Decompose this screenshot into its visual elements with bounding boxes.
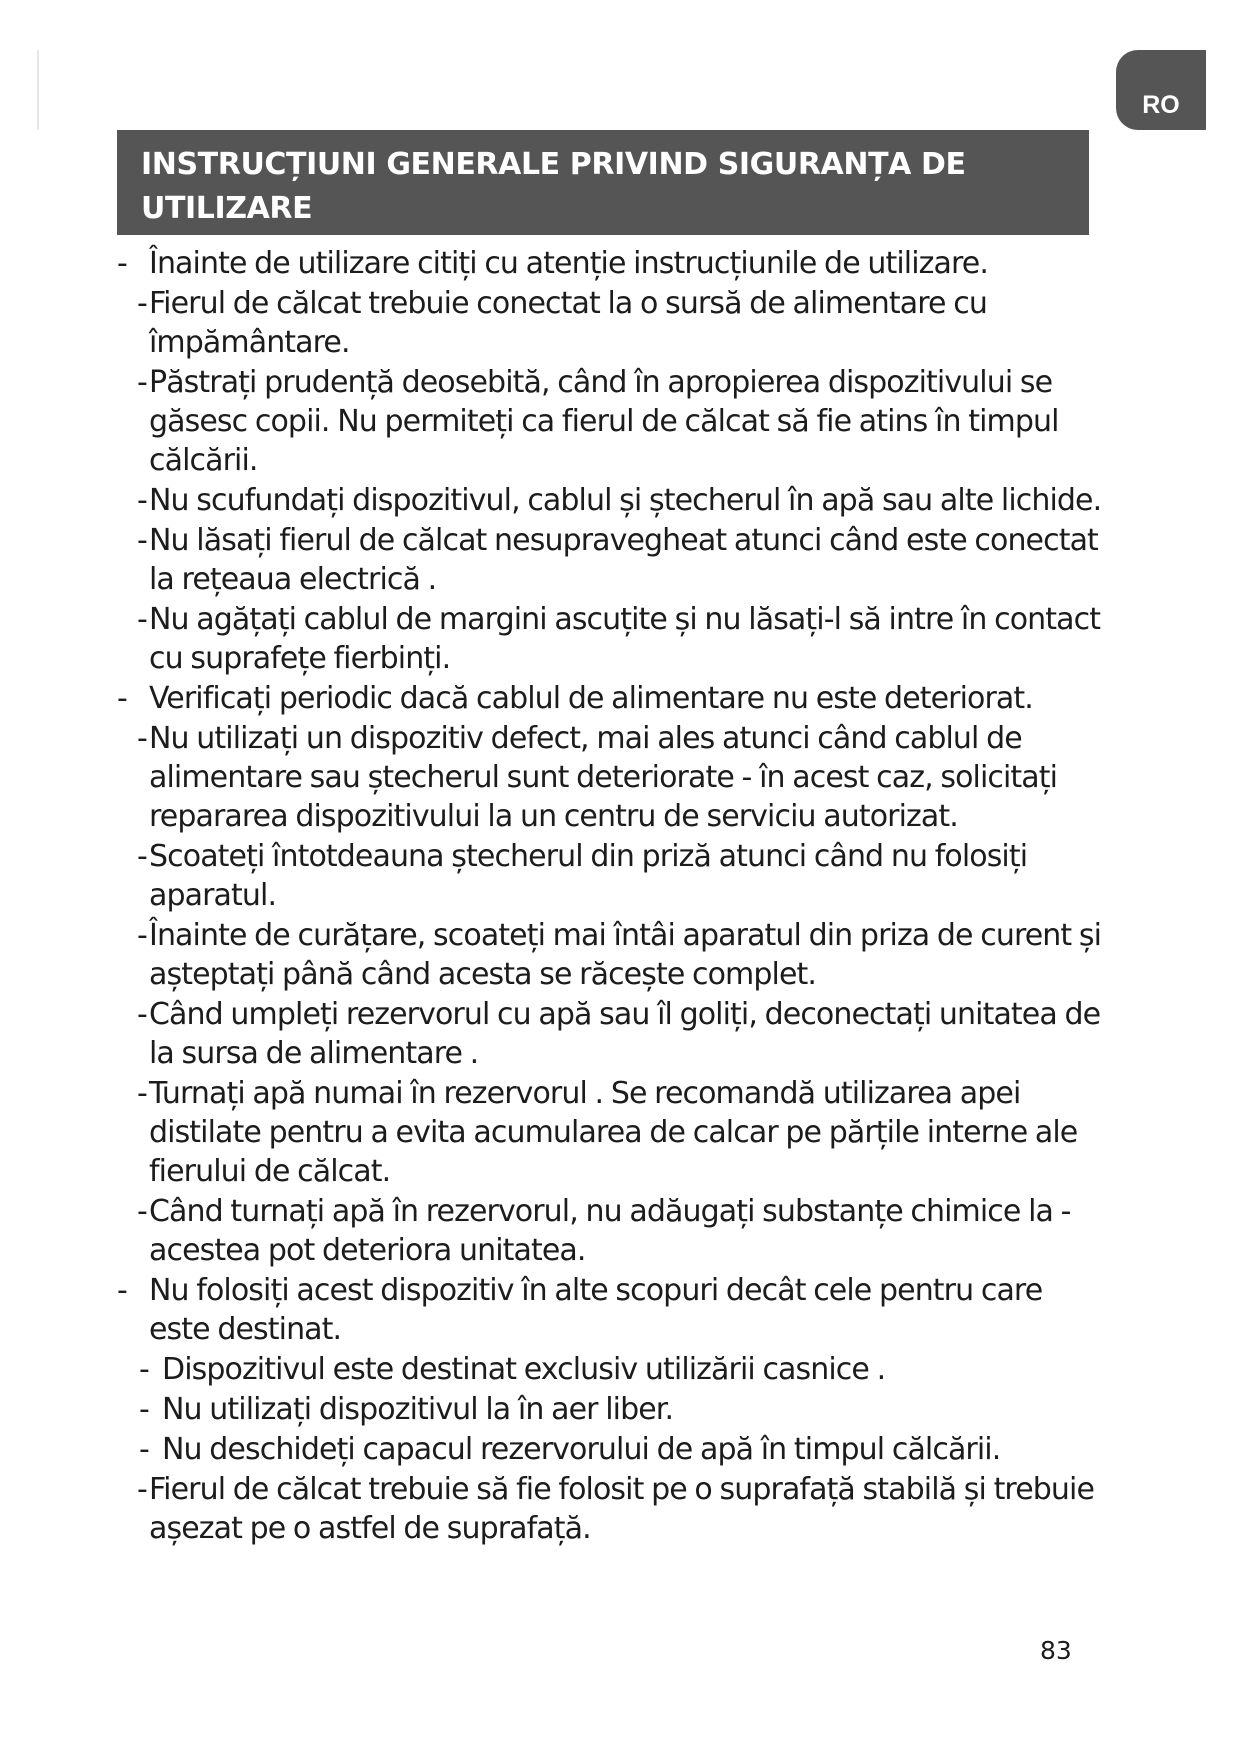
bullet-dash: - xyxy=(137,918,147,953)
language-badge-label: RO xyxy=(1142,91,1180,119)
section-title: INSTRUCȚIUNI GENERALE PRIVIND SIGURANȚA DE UTILIZARE xyxy=(141,147,966,226)
list-item-text: Nu scufundați dispozitivul, cablul și ștecherul în apă sau alte lichide. xyxy=(149,483,1102,518)
list-item-text: Înainte de utilizare citiți cu atenție instrucțiunile de utilizare. xyxy=(149,246,988,281)
bullet-dash: - xyxy=(137,1194,147,1229)
list-item xyxy=(117,1271,1107,1349)
list-item-text: Nu folosiți acest dispozitiv în alte scopuri decât cele pentru care este destinat. xyxy=(149,1273,1043,1347)
list-item xyxy=(117,481,1107,520)
list-item xyxy=(117,916,1107,994)
bullet-dash: - xyxy=(137,286,147,321)
list-item xyxy=(117,1074,1107,1191)
list-item-text: Nu agățați cablul de margini ascuțite și nu lăsați-l să intre în contact cu suprafețe fierbinți. xyxy=(149,602,1101,676)
bullet-dash: - xyxy=(137,1472,147,1507)
bullet-dash: - xyxy=(139,1392,149,1427)
list-item xyxy=(117,1192,1107,1270)
bullet-dash: - xyxy=(139,1352,149,1387)
list-item xyxy=(117,1470,1107,1548)
bullet-dash: - xyxy=(117,246,127,281)
section-title-bar xyxy=(117,130,1089,235)
bullet-dash: - xyxy=(137,602,147,637)
list-item xyxy=(117,284,1107,362)
list-item xyxy=(117,995,1107,1073)
list-item xyxy=(117,719,1107,836)
bullet-dash: - xyxy=(137,997,147,1032)
list-item xyxy=(117,1350,1107,1389)
list-item-text: Când umpleți rezervorul cu apă sau îl goliți, deconectați unitatea de la sursa de alimentare . xyxy=(149,997,1101,1071)
bullet-dash: - xyxy=(139,1432,149,1467)
bullet-dash: - xyxy=(137,721,147,756)
list-item xyxy=(117,363,1107,480)
list-item-text: Nu utilizați un dispozitiv defect, mai ales atunci când cablul de alimentare sau ștecherul sunt deteriorate - în acest caz, solicitați repararea dispozitivului la un centru de serviciu autorizat. xyxy=(149,721,1058,834)
bullet-dash: - xyxy=(117,1273,127,1308)
list-item-text: Verificați periodic dacă cablul de alimentare nu este deteriorat. xyxy=(149,681,1033,716)
list-item xyxy=(117,1390,1107,1429)
list-item-text: Înainte de curățare, scoateți mai întâi aparatul din priza de curent și așteptați până când acesta se răcește complet. xyxy=(149,918,1102,992)
list-item-text: Fierul de călcat trebuie conectat la o sursă de alimentare cu împământare. xyxy=(149,286,987,360)
list-item xyxy=(117,244,1107,283)
list-item-text: Când turnați apă în rezervorul, nu adăugați substanțe chimice la - acestea pot deteriora unitatea. xyxy=(149,1194,1071,1268)
page-number: 83 xyxy=(1040,1636,1072,1665)
bullet-dash: - xyxy=(137,523,147,558)
list-item-text: Scoateți întotdeauna ștecherul din priză atunci când nu folosiți aparatul. xyxy=(149,839,1028,913)
list-item xyxy=(117,1430,1107,1469)
bullet-dash: - xyxy=(137,365,147,400)
safety-instructions-list xyxy=(117,243,1107,1548)
list-item xyxy=(117,837,1107,915)
language-badge xyxy=(1116,50,1206,130)
bullet-dash: - xyxy=(117,681,127,716)
list-item xyxy=(117,600,1107,678)
margin-rule xyxy=(37,50,39,130)
list-item-text: Nu lăsați fierul de călcat nesupravegheat atunci când este conectat la rețeaua electrică . xyxy=(149,523,1098,597)
list-item-text: Păstrați prudență deosebită, când în apropierea dispozitivului se găsesc copii. Nu permiteți ca fierul de călcat să fie atins în timpul călcării. xyxy=(149,365,1059,478)
list-item-text: Nu utilizați dispozitivul la în aer liber. xyxy=(162,1392,674,1427)
list-item-text: Fierul de călcat trebuie să fie folosit pe o suprafață stabilă și trebuie așezat pe o astfel de suprafață. xyxy=(149,1472,1095,1546)
list-item-text: Nu deschideți capacul rezervorului de apă în timpul călcării. xyxy=(162,1432,1001,1467)
bullet-dash: - xyxy=(137,483,147,518)
list-item-text: Turnați apă numai în rezervorul . Se recomandă utilizarea apei distilate pentru a evita acumularea de calcar pe părțile interne ale fierului de călcat. xyxy=(149,1076,1078,1189)
bullet-dash: - xyxy=(137,839,147,874)
bullet-dash: - xyxy=(137,1076,147,1111)
list-item xyxy=(117,521,1107,599)
list-item-text: Dispozitivul este destinat exclusiv utilizării casnice . xyxy=(162,1352,886,1387)
list-item xyxy=(117,679,1107,718)
